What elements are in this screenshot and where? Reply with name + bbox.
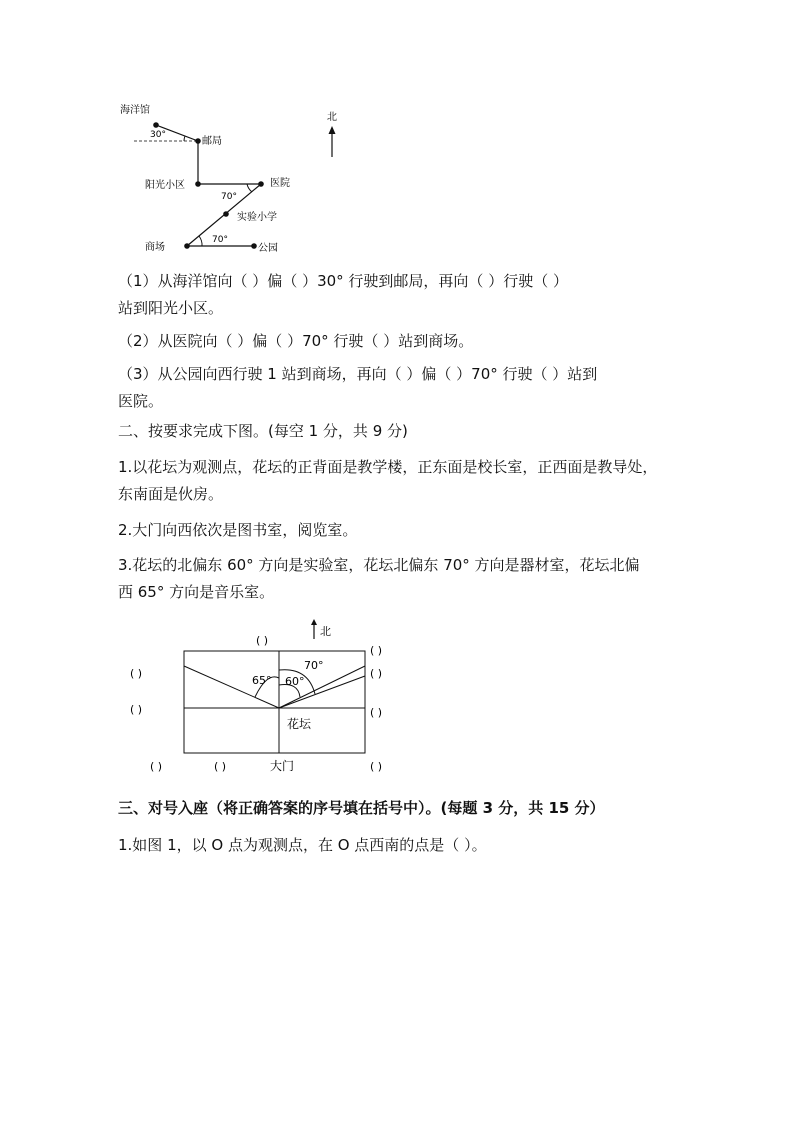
section2-title: 二、按要求完成下图。(每空 1 分，共 9 分) xyxy=(118,422,408,440)
angle-arc xyxy=(199,236,202,246)
label-shangchang: 商场 xyxy=(145,242,165,253)
label-youju: 邮局 xyxy=(202,136,222,147)
section2-item2: 2.大门向西依次是图书室，阅览室。 xyxy=(118,521,358,539)
q1-part3-line2: 医院。 xyxy=(118,392,164,410)
north-arrowhead-icon xyxy=(329,126,336,134)
q1-part3-line1: （3）从公园向西行驶 1 站到商场，再向（ ）偏（ ）70° 行驶（ ）站到 xyxy=(118,365,598,383)
label-angle70a: 70° xyxy=(221,192,237,202)
blank-right: ( ) xyxy=(370,706,383,719)
blank-left-1: ( ) xyxy=(130,667,143,680)
point-shiyan xyxy=(223,211,229,217)
route-map-diagram xyxy=(120,95,360,265)
section3-title: 三、对号入座（将正确答案的序号填在括号中）。(每题 3 分，共 15 分） xyxy=(118,799,605,817)
section2-item3-line1: 3.花坛的北偏东 60° 方向是实验室，花坛北偏东 70° 方向是器材室，花坛北偏 xyxy=(118,556,640,574)
label-shiyan: 实验小学 xyxy=(237,212,277,223)
angle-arc xyxy=(184,136,185,141)
school-layout-diagram xyxy=(120,612,440,782)
blank-top: ( ) xyxy=(256,634,269,647)
section2-item1-line1: 1.以花坛为观测点，花坛的正背面是教学楼，正东面是校长室，正西面是教导处， xyxy=(118,458,658,476)
point-shangchang xyxy=(184,243,190,249)
q1-part2: （2）从医院向（ ）偏（ ）70° 行驶（ ）站到商场。 xyxy=(118,332,474,350)
blank-bottom-1: ( ) xyxy=(150,760,163,773)
label-angle60: 60° xyxy=(285,675,305,688)
section3-item1: 1.如图 1，以 O 点为观测点，在 O 点西南的点是（ ）。 xyxy=(118,836,487,854)
q1-part1-line2: 站到阳光小区。 xyxy=(118,299,224,317)
label-angle65: 65° xyxy=(252,674,272,687)
north-arrowhead-icon xyxy=(311,619,317,625)
point-youju xyxy=(195,138,201,144)
point-haiyang xyxy=(153,122,159,128)
section2-item3-line2: 西 65° 方向是音乐室。 xyxy=(118,583,275,601)
blank-top-right-2: ( ) xyxy=(370,667,383,680)
label-yiyuan: 医院 xyxy=(270,178,290,189)
section2-item1-line2: 东南面是伙房。 xyxy=(118,485,224,503)
blank-left-2: ( ) xyxy=(130,703,143,716)
point-yangguang xyxy=(195,181,201,187)
label-gate: 大门 xyxy=(270,759,295,773)
north-label: 北 xyxy=(320,625,331,638)
point-yiyuan xyxy=(258,181,264,187)
label-haiyang: 海洋馆 xyxy=(120,105,150,116)
north-label: 北 xyxy=(327,112,337,123)
label-gongyuan: 公园 xyxy=(258,243,278,254)
layout-frame xyxy=(184,651,365,753)
label-angle30: 30° xyxy=(150,130,166,140)
label-yangguang: 阳光小区 xyxy=(145,180,185,191)
label-center: 花坛 xyxy=(287,717,312,731)
label-angle70b: 70° xyxy=(212,235,228,245)
blank-bottom-2: ( ) xyxy=(214,760,227,773)
blank-bottom-right: ( ) xyxy=(370,760,383,773)
ray-west-65 xyxy=(184,666,279,708)
point-gongyuan xyxy=(251,243,257,249)
blank-top-right-1: ( ) xyxy=(370,644,383,657)
label-angle70: 70° xyxy=(304,659,324,672)
angle-arc xyxy=(247,184,252,192)
q1-part1-line1: （1）从海洋馆向（ ）偏（ ）30° 行驶到邮局，再向（ ）行驶（ ） xyxy=(118,272,568,290)
